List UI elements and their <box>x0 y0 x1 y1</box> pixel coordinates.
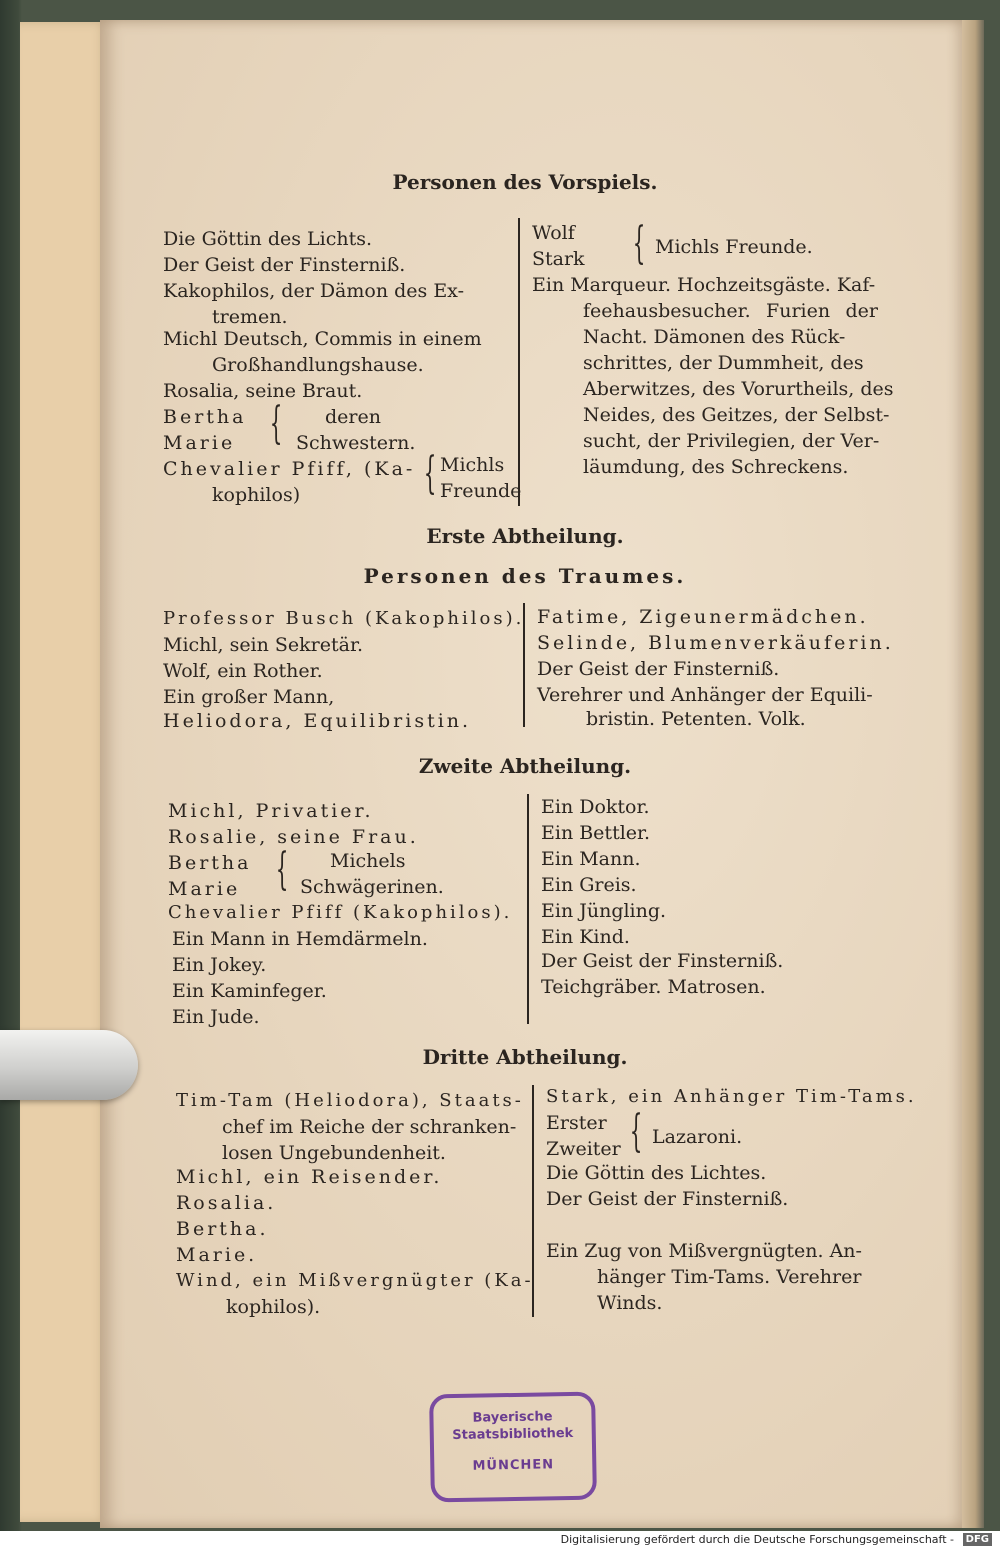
heading-traum: Personen des Traumes. <box>363 564 687 588</box>
cast-line: Kakophilos, der Dämon des Ex- <box>163 280 464 302</box>
cast-line: Rosalie, seine Frau. <box>168 826 419 848</box>
cast-line: Marie <box>168 878 241 900</box>
cast-line: Der Geist der Finsterniß. <box>163 254 406 276</box>
cast-line: Der Geist der Finsterniß. <box>537 658 780 680</box>
cast-line: kophilos) <box>212 484 301 506</box>
cast-line: Michels <box>330 850 406 872</box>
cast-line: Freunde <box>440 480 522 502</box>
cast-line: Großhandlungshause. <box>212 354 424 376</box>
cast-line: Zweiter <box>546 1138 621 1160</box>
cast-line: Die Göttin des Lichts. <box>163 228 373 250</box>
cast-line: Bertha <box>168 852 252 874</box>
cast-line: Ein Zug von Mißvergnügten. An- <box>546 1240 862 1262</box>
cast-line: Lazaroni. <box>652 1126 743 1148</box>
cast-line: Marie. <box>176 1244 258 1266</box>
brace-glyph: { <box>632 218 646 269</box>
cast-line: Ein Marqueur. Hochzeitsgäste. Kaf- <box>532 274 876 296</box>
cast-line: kophilos). <box>226 1296 321 1318</box>
cast-line: Ein Jude. <box>172 1006 260 1028</box>
cast-line: Nacht. Dämonen des Rück- <box>583 326 846 348</box>
cast-line: Michl Deutsch, Commis in einem <box>163 328 482 350</box>
cast-line: feehausbesucher. Furien der <box>583 300 878 322</box>
cast-line: Schwägerinen. <box>300 876 444 898</box>
cast-line: Stark, ein Anhänger Tim-Tams. <box>546 1086 917 1107</box>
cast-line: Ein Doktor. <box>541 796 650 818</box>
cast-line: losen Ungebundenheit. <box>222 1142 446 1164</box>
heading-dritte-abtheilung: Dritte Abtheilung. <box>422 1045 628 1069</box>
cast-line: bristin. Petenten. Volk. <box>586 708 806 730</box>
cast-line: Ein Kind. <box>541 926 630 948</box>
cast-line: Ein Mann in Hemdärmeln. <box>172 928 428 950</box>
heading-vorspiel: Personen des Vorspiels. <box>392 170 658 194</box>
brace-glyph: { <box>629 1106 643 1157</box>
cast-line: Winds. <box>597 1292 663 1314</box>
brace-glyph: { <box>275 844 289 895</box>
heading-erste-abtheilung: Erste Abtheilung. <box>426 524 624 548</box>
cast-line: Rosalia. <box>176 1192 277 1214</box>
column-divider <box>518 218 520 506</box>
cast-line: Stark <box>532 248 585 270</box>
column-divider <box>527 794 529 1024</box>
cast-line: Ein Bettler. <box>541 822 651 844</box>
book-cover-edge <box>20 22 110 1522</box>
cast-line: Michls <box>440 454 505 476</box>
cast-line: Ein Greis. <box>541 874 637 896</box>
cast-line: Ein Jokey. <box>172 954 267 976</box>
cast-line: Der Geist der Finsterniß. <box>546 1188 789 1210</box>
cast-line: Ein Kaminfeger. <box>172 980 327 1002</box>
stamp-line: MÜNCHEN <box>472 1457 555 1474</box>
cast-line: Ein großer Mann, <box>163 686 335 708</box>
cast-line: Der Geist der Finsterniß. <box>541 950 784 972</box>
cast-line: Fatime, Zigeunermädchen. <box>537 606 869 628</box>
cast-line: Tim-Tam (Heliodora), Staats- <box>176 1090 524 1111</box>
cast-line: Bertha <box>163 406 247 428</box>
heading-zweite-abtheilung: Zweite Abtheilung. <box>418 754 632 778</box>
cast-line: Ein Jüngling. <box>541 900 667 922</box>
cast-line: läumdung, des Schreckens. <box>583 456 849 478</box>
library-stamp <box>429 1392 597 1503</box>
cast-line: Ein Mann. <box>541 848 641 870</box>
cast-line: Michl, sein Sekretär. <box>163 634 364 656</box>
cast-line: Heliodora, Equilibristin. <box>163 710 472 732</box>
cast-line: schrittes, der Dummheit, des <box>583 352 864 374</box>
cast-line: Neides, des Geitzes, der Selbst- <box>583 404 890 426</box>
cast-line: chef im Reiche der schranken- <box>222 1116 517 1138</box>
cast-line: Wolf, ein Rother. <box>163 660 323 682</box>
cast-line: Michl, ein Reisender. <box>176 1166 443 1188</box>
footer-bar <box>0 1531 1000 1550</box>
cast-line: Erster <box>546 1112 607 1134</box>
cast-line: Schwestern. <box>296 432 416 454</box>
cast-line: Michls Freunde. <box>655 236 813 258</box>
cast-line: Professor Busch (Kakophilos). <box>163 608 525 629</box>
cast-line: Michl, Privatier. <box>168 800 374 822</box>
cast-line: Bertha. <box>176 1218 269 1240</box>
cast-line: Die Göttin des Lichtes. <box>546 1162 767 1184</box>
brace-glyph: { <box>423 448 437 499</box>
cast-line: Chevalier Pfiff, (Ka- <box>163 458 416 480</box>
stamp-line: Staatsbibliothek <box>452 1425 574 1444</box>
page-edge <box>962 20 984 1528</box>
cast-line: Teichgräber. Matrosen. <box>541 976 766 998</box>
cast-line: Marie <box>163 432 236 454</box>
cast-line: Aberwitzes, des Vorurtheils, des <box>583 378 894 400</box>
cast-line: sucht, der Privilegien, der Ver- <box>583 430 880 452</box>
dfg-logo-icon: DFG <box>963 1533 992 1546</box>
cast-line: Wolf <box>532 222 575 244</box>
cast-line: Wind, ein Mißvergnügter (Ka- <box>176 1270 534 1291</box>
cast-line: Rosalia, seine Braut. <box>163 380 363 402</box>
cast-line: hänger Tim-Tams. Verehrer <box>597 1266 862 1288</box>
stamp-line: Bayerische <box>472 1409 553 1426</box>
paper-clip <box>0 1030 138 1100</box>
brace-glyph: { <box>269 398 283 449</box>
cast-line: Chevalier Pfiff (Kakophilos). <box>168 902 513 923</box>
cast-line: tremen. <box>212 306 288 328</box>
cast-line: Verehrer und Anhänger der Equili- <box>537 684 873 706</box>
cast-line: deren <box>325 406 381 428</box>
cast-line: Selinde, Blumenverkäuferin. <box>537 632 894 654</box>
footer-text: Digitalisierung gefördert durch die Deutsche Forschungsgemeinschaft - <box>560 1533 954 1546</box>
